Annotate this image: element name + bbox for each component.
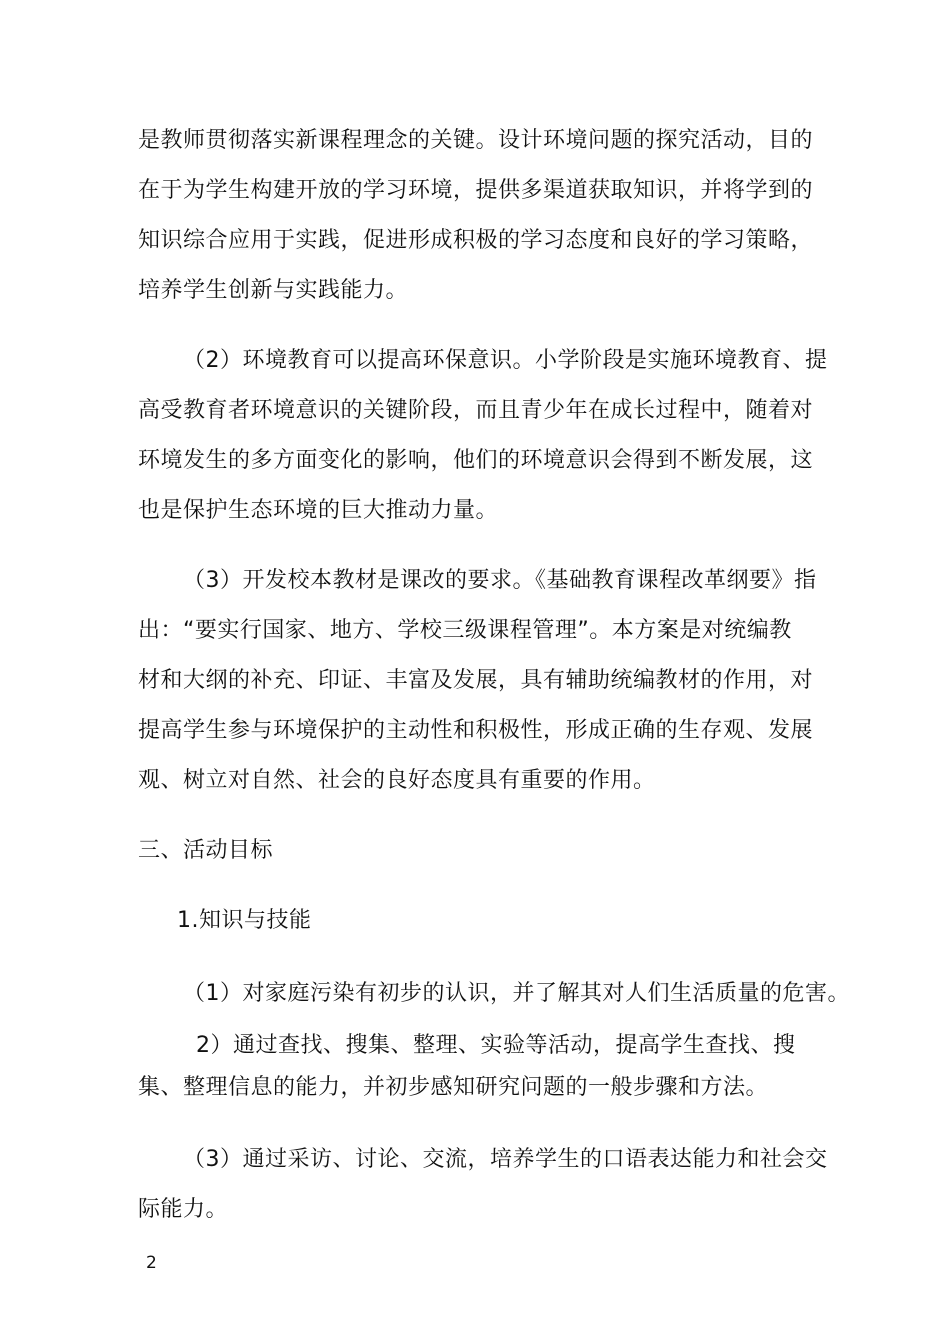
text-line: 材和大纲的补充、印证、丰富及发展，具有辅助统编教材的作用，对 (138, 668, 814, 693)
text-line: （3）通过采访、讨论、交流，培养学生的口语表达能力和社会交 (183, 1147, 828, 1172)
text-line: 环境发生的多方面变化的影响，他们的环境意识会得到不断发展，这 (138, 448, 814, 473)
text-line: 是教师贯彻落实新课程理念的关键。设计环境问题的探究活动，目的 (138, 128, 814, 153)
text-line: 2）通过查找、搜集、整理、实验等活动，提高学生查找、搜 (196, 1033, 796, 1058)
objective-1: （1）对家庭污染有初步的认识，并了解其对人们生活质量的危害。 (183, 981, 850, 1006)
text-line: 观、树立对自然、社会的良好态度具有重要的作用。 (138, 768, 656, 793)
text-line: （3）开发校本教材是课改的要求。《基础教育课程改革纲要》指 (183, 568, 817, 593)
text-line: 知识综合应用于实践，促进形成积极的学习态度和良好的学习策略， (138, 228, 814, 253)
section-heading: 三、活动目标 (138, 838, 274, 863)
text-line: 出：“要实行国家、地方、学校三级课程管理”。本方案是对统编教 (138, 618, 792, 643)
text-line: 集、整理信息的能力，并初步感知研究问题的一般步骤和方法。 (138, 1075, 769, 1100)
subheading: 1.知识与技能 (177, 908, 312, 933)
text-line: （2）环境教育可以提高环保意识。小学阶段是实施环境教育、提 (183, 348, 828, 373)
text-line: 在于为学生构建开放的学习环境，提供多渠道获取知识，并将学到的 (138, 178, 814, 203)
page-number: 2 (146, 1253, 157, 1273)
text-line: 际能力。 (138, 1197, 229, 1222)
text-line: 高受教育者环境意识的关键阶段，而且青少年在成长过程中，随着对 (138, 398, 814, 423)
text-line: 提高学生参与环境保护的主动性和积极性，形成正确的生存观、发展 (138, 718, 814, 743)
text-line: 也是保护生态环境的巨大推动力量。 (138, 498, 499, 523)
text-line: 培养学生创新与实践能力。 (138, 278, 409, 303)
